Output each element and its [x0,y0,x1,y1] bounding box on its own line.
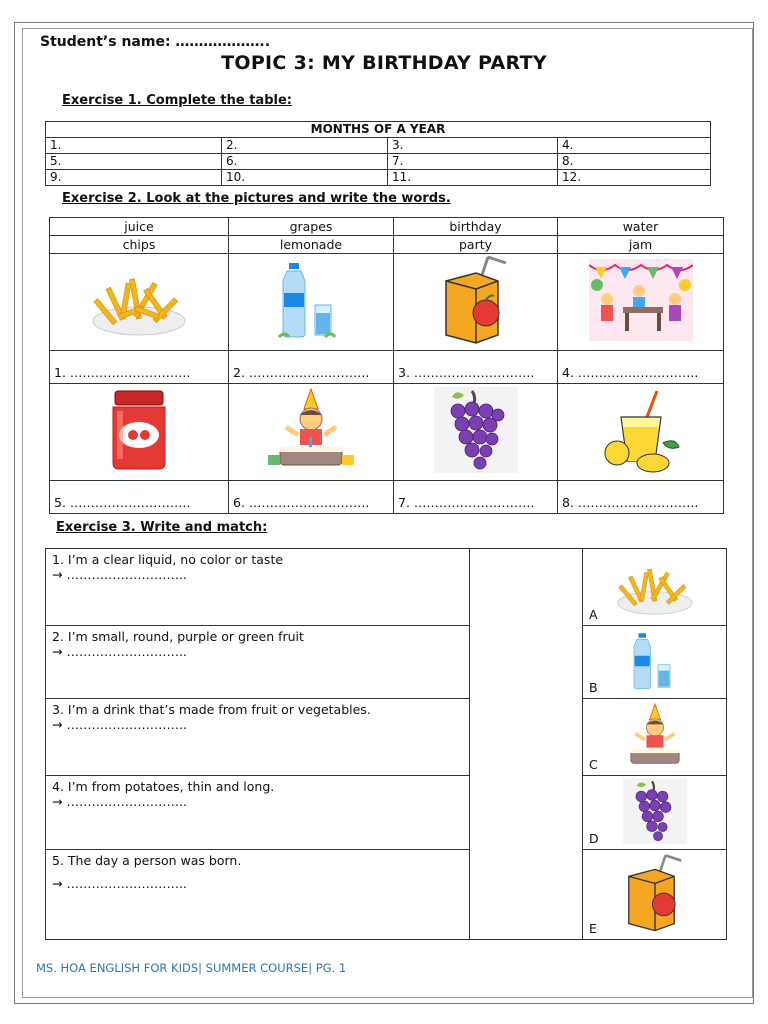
match-letter: B [589,680,598,695]
match-letter: E [589,921,597,936]
answer-line[interactable]: → ……………………….. [52,644,187,659]
page-title: TOPIC 3: MY BIRTHDAY PARTY [221,52,547,74]
month-cell[interactable]: 11. [388,170,558,186]
match-table [45,548,727,940]
answer-blank[interactable]: 1. ……………………….. [50,351,229,384]
match-picture-a [583,549,727,626]
page-footer: MS. HOA ENGLISH FOR KIDS| SUMMER COURSE| PG. 1 [36,961,347,975]
month-cell[interactable]: 5. [46,154,222,170]
match-picture-b [583,626,727,699]
month-cell[interactable]: 3. [388,138,558,154]
match-letter: A [589,607,598,622]
month-cell[interactable]: 8. [558,154,711,170]
word-cell: jam [558,236,724,254]
answer-line[interactable]: → ……………………….. [52,876,187,891]
clue-text: 1. I’m a clear liquid, no color or taste [52,552,284,567]
lemonade-image [558,384,724,481]
match-picture-d [583,776,727,850]
match-space[interactable] [470,549,583,940]
clue-cell [46,549,470,626]
match-picture-e [583,850,727,940]
clue-cell [46,850,470,940]
word-cell: lemonade [229,236,394,254]
answer-blank[interactable]: 6. ……………………….. [229,481,394,514]
match-picture-c [583,699,727,776]
answer-line[interactable]: → ……………………….. [52,794,187,809]
juice-box-image [394,254,558,351]
exercise-3-title: Exercise 3. Write and match: [56,520,268,535]
jam-image [50,384,229,481]
months-table-header: MONTHS OF A YEAR [46,122,711,138]
month-cell[interactable]: 2. [222,138,388,154]
exercise-2-title: Exercise 2. Look at the pictures and write the words. [62,191,451,206]
exercise-1-title: Exercise 1. Complete the table: [62,93,292,108]
birthday-image [229,384,394,481]
answer-blank[interactable]: 4. ……………………….. [558,351,724,384]
match-letter: C [589,757,598,772]
word-cell: juice [50,218,229,236]
month-cell[interactable]: 4. [558,138,711,154]
answer-blank[interactable]: 2. ……………………….. [229,351,394,384]
word-cell: chips [50,236,229,254]
answer-blank[interactable]: 5. ……………………….. [50,481,229,514]
clue-cell [46,699,470,776]
clue-text: 2. I’m small, round, purple or green fruit [52,629,304,644]
month-cell[interactable]: 6. [222,154,388,170]
clue-text: 3. I’m a drink that’s made from fruit or vegetables. [52,702,371,717]
answer-line[interactable]: → ……………………….. [52,717,187,732]
water-image [229,254,394,351]
month-cell[interactable]: 12. [558,170,711,186]
word-cell: party [394,236,558,254]
clue-text: 5. The day a person was born. [52,853,242,868]
month-cell[interactable]: 1. [46,138,222,154]
clue-text: 4. I’m from potatoes, thin and long. [52,779,275,794]
answer-blank[interactable]: 7. ……………………….. [394,481,558,514]
month-cell[interactable]: 10. [222,170,388,186]
match-letter: D [589,831,599,846]
word-cell: grapes [229,218,394,236]
answer-line[interactable]: → ……………………….. [52,567,187,582]
student-name-line: Student’s name: ……………….. [40,34,271,50]
word-cell: water [558,218,724,236]
clue-cell [46,776,470,850]
month-cell[interactable]: 9. [46,170,222,186]
clue-cell [46,626,470,699]
grapes-image [394,384,558,481]
party-image [558,254,724,351]
chips-image [50,254,229,351]
month-cell[interactable]: 7. [388,154,558,170]
months-table [45,121,711,186]
word-picture-table [49,217,724,514]
answer-blank[interactable]: 3. ……………………….. [394,351,558,384]
answer-blank[interactable]: 8. ……………………….. [558,481,724,514]
word-cell: birthday [394,218,558,236]
